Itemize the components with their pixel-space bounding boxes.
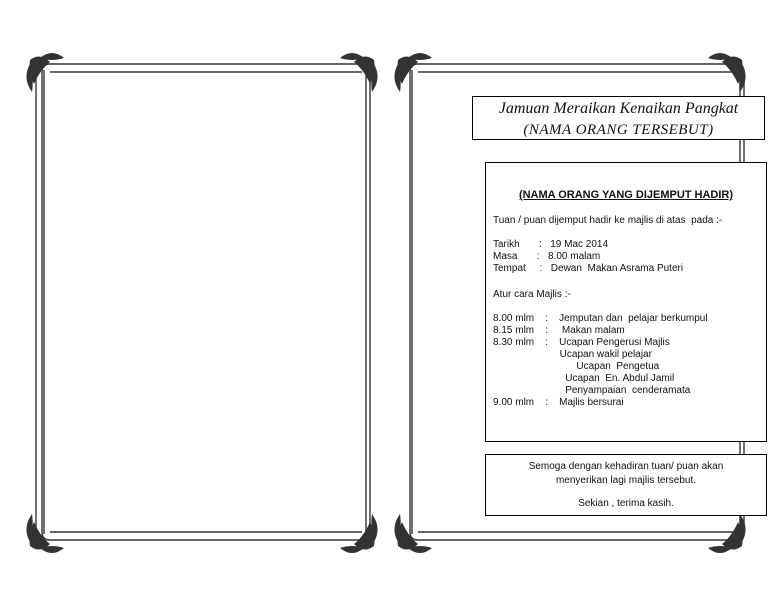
agenda-item: 9.00 mlm : Majlis bersurai bbox=[493, 397, 624, 408]
detail-date: Tarikh : 19 Mac 2014 bbox=[493, 239, 609, 250]
event-title: Jamuan Meraikan Kenaikan Pangkat bbox=[498, 100, 739, 117]
closing-line-1: Semoga dengan kehadiran tuan/ puan akan bbox=[528, 461, 724, 472]
detail-time: Masa : 8.00 malam bbox=[493, 251, 601, 262]
invitation-intro: Tuan / puan dijemput hadir ke majlis di atas pada :- bbox=[493, 215, 723, 226]
event-title-box bbox=[472, 96, 765, 140]
agenda-title: Atur cara Majlis :- bbox=[493, 289, 571, 300]
agenda-item: 8.15 mlm : Makan malam bbox=[493, 325, 625, 336]
detail-venue: Tempat : Dewan Makan Asrama Puteri bbox=[493, 263, 684, 274]
invitee-heading: (NAMA ORANG YANG DIJEMPUT HADIR) bbox=[518, 189, 734, 201]
agenda-item: Ucapan wakil pelajar bbox=[493, 349, 652, 360]
agenda-item: Penyampaian cenderamata bbox=[493, 385, 691, 396]
agenda-item: Ucapan Pengetua bbox=[493, 361, 660, 372]
agenda-item: 8.00 mlm : Jemputan dan pelajar berkumpul bbox=[493, 313, 708, 324]
agenda-item: Ucapan En. Abdul Jamil bbox=[493, 373, 675, 384]
closing-line-2: menyerikan lagi majlis tersebut. bbox=[555, 475, 697, 486]
closing-thanks: Sekian , terima kasih. bbox=[578, 498, 674, 509]
invitation-box bbox=[485, 162, 767, 442]
agenda-item: 8.30 mlm : Ucapan Pengerusi Majlis bbox=[493, 337, 670, 348]
honoree-name: (NAMA ORANG TERSEBUT) bbox=[523, 122, 714, 138]
closing-box bbox=[485, 454, 767, 516]
